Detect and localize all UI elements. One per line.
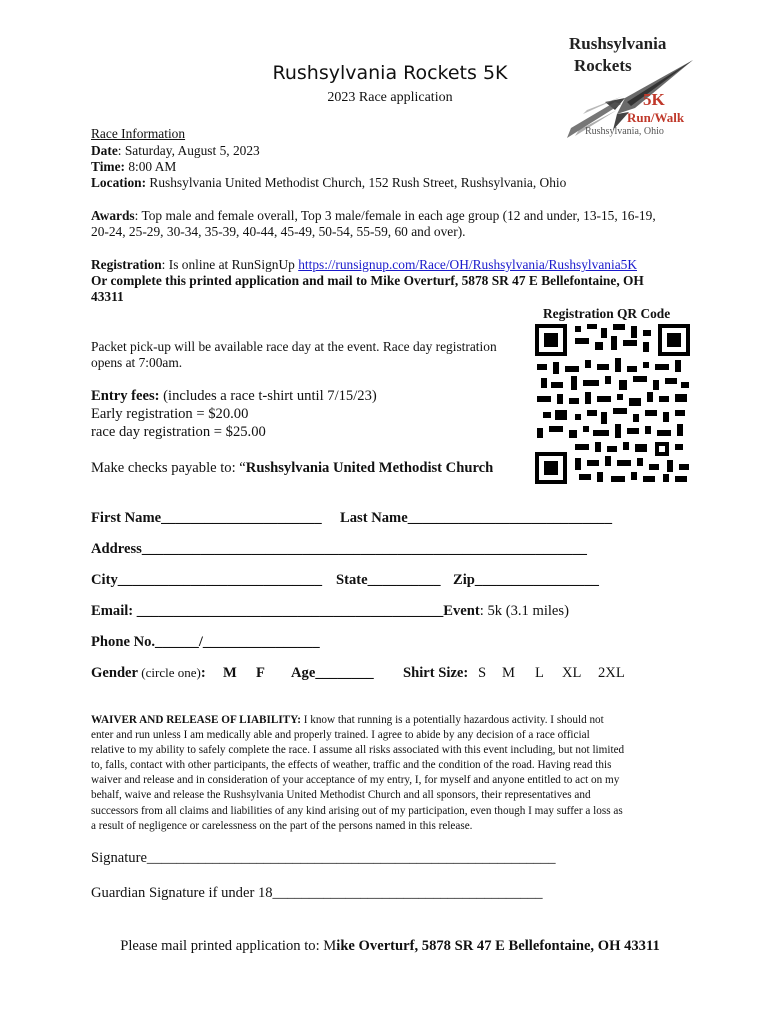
- mail-line2: 43311: [91, 289, 124, 304]
- location-label: Location:: [91, 175, 147, 190]
- date-value: : Saturday, August 5, 2023: [117, 143, 260, 158]
- fees-early: Early registration = $20.00: [91, 406, 249, 422]
- waiver-block: [91, 713, 691, 834]
- waiver-text: I know that running is a potentially hazardous activity. I should not: [300, 714, 604, 726]
- waiver-line: waiver and release and in consideration of your acceptance of my entry, I, for myself and anyone entitled to act on my: [91, 774, 620, 787]
- gender-label: Gender: [91, 665, 139, 681]
- logo-line2: Rockets: [574, 56, 632, 75]
- shirt-size-2xl[interactable]: 2XL: [598, 665, 625, 681]
- packet-line1: Packet pick-up will be available race day at the event. Race day registration: [91, 339, 497, 354]
- checks-line: [91, 459, 493, 477]
- waiver-title: WAIVER AND RELEASE OF LIABILITY:: [91, 714, 301, 726]
- gender-note: (circle one): [138, 665, 201, 680]
- registration-label: Registration: [91, 257, 162, 272]
- shirt-size-label: Shirt Size:: [403, 665, 469, 681]
- event-value: : 5k (3.1 miles): [479, 603, 569, 619]
- mail-line1: Or complete this printed application and mail to Mike Overturf, 5878 SR 47 E Bellefontaine, OH: [91, 273, 644, 288]
- waiver-line: behalf, waive and release the Rushsylvania United Methodist Church and all sponsors, their representatives and: [91, 789, 591, 802]
- race-logo: [555, 34, 715, 140]
- fees-raceday: race day registration = $25.00: [91, 424, 266, 440]
- date-line: [91, 142, 260, 159]
- event-label: Event: [443, 603, 480, 619]
- waiver-line: relative to my ability to safely complete the race. I assume all risks associated with this event including, but not limited: [91, 744, 625, 757]
- phone-field[interactable]: Phone No.______/________________: [91, 634, 320, 650]
- last-name-field[interactable]: Last Name____________________________: [340, 510, 613, 526]
- address-field[interactable]: Address_____________________________________________________________: [91, 541, 587, 557]
- qr-label: Registration QR Code: [543, 306, 671, 321]
- registration-text: : Is online at RunSignUp: [161, 257, 299, 272]
- location-line: [91, 174, 566, 191]
- time-line: [91, 158, 176, 175]
- awards-line2: 20-24, 25-29, 30-34, 35-39, 40-44, 45-49, 50-54, 55-59, 60 and over).: [91, 224, 466, 239]
- time-value: 8:00 AM: [124, 159, 177, 174]
- date-label: Date: [91, 143, 118, 158]
- logo-runwalk: Run/Walk: [627, 110, 685, 125]
- location-value: Rushsylvania United Methodist Church, 152 Rush Street, Rushsylvania, Ohio: [146, 175, 567, 190]
- shirt-size-m[interactable]: M: [502, 665, 515, 681]
- shirt-size-s[interactable]: S: [478, 665, 487, 681]
- fees-label: Entry fees:: [91, 388, 160, 404]
- logo-line1: Rushsylvania: [569, 34, 667, 53]
- gender-colon: :: [200, 665, 206, 681]
- page-title: Rushsylvania Rockets 5K: [272, 62, 508, 84]
- footer-text: Please mail printed application to: M: [120, 938, 337, 954]
- first-name-field[interactable]: First Name______________________: [91, 510, 322, 526]
- logo-place: Rushsylvania, Ohio: [585, 126, 664, 137]
- awards-text1: : Top male and female overall, Top 3 male/female in each age group (12 and under, 13-15, 16-19,: [134, 208, 656, 223]
- page-subtitle: 2023 Race application: [327, 90, 453, 105]
- city-field[interactable]: City____________________________: [91, 572, 323, 588]
- gender-option-f[interactable]: F: [256, 665, 265, 681]
- registration-link[interactable]: https://runsignup.com/Race/OH/Rushsylvania/Rushsylvania5K: [298, 257, 638, 272]
- qr-code-icon[interactable]: [535, 324, 690, 484]
- time-label: Time:: [91, 159, 125, 174]
- gender-line: [91, 664, 206, 682]
- logo-5k: 5K: [643, 90, 665, 109]
- waiver-line: [91, 713, 691, 728]
- checks-text: Make checks payable to: “: [91, 460, 246, 476]
- packet-line2: opens at 7:00am.: [91, 355, 183, 370]
- fees-note: (includes a race t-shirt until 7/15/23): [159, 388, 377, 404]
- footer-address: ike Overturf, 5878 SR 47 E Bellefontaine, OH 43311: [336, 938, 660, 954]
- registration-line: [91, 256, 637, 273]
- awards-label: Awards: [91, 208, 135, 223]
- gender-option-m[interactable]: M: [223, 665, 237, 681]
- state-field[interactable]: State__________: [336, 572, 441, 588]
- waiver-line: a result of negligence or carelessness on the part of the persons named in this release.: [91, 819, 473, 832]
- checks-payee: Rushsylvania United Methodist Church: [245, 460, 494, 476]
- waiver-line: successors from all claims and liabilities of any kind arising out of my participation, even though I may suffer a loss as: [91, 804, 623, 817]
- guardian-signature-field[interactable]: Guardian Signature if under 18_____________________________________: [91, 885, 543, 901]
- email-line: [91, 602, 569, 620]
- waiver-line: to, falls, contact with other participants, the effects of weather, traffic and the condition of the road. Having read this: [91, 759, 612, 772]
- email-field[interactable]: Email: __________________________________________: [91, 603, 444, 619]
- awards-line1: [91, 207, 656, 224]
- shirt-size-l[interactable]: L: [535, 665, 544, 681]
- zip-field[interactable]: Zip_________________: [453, 572, 599, 588]
- shirt-size-xl[interactable]: XL: [562, 665, 582, 681]
- fees-line: [91, 387, 377, 405]
- waiver-line: enter and run unless I am medically able and properly trained. I agree to abide by any decision of a race official: [91, 729, 590, 742]
- signature-field[interactable]: Signature________________________________________________________: [91, 850, 556, 866]
- race-info-heading: [91, 125, 185, 142]
- age-field[interactable]: Age________: [291, 665, 374, 681]
- race-info-heading-text: Race Information: [91, 126, 186, 141]
- footer-line: [0, 937, 770, 955]
